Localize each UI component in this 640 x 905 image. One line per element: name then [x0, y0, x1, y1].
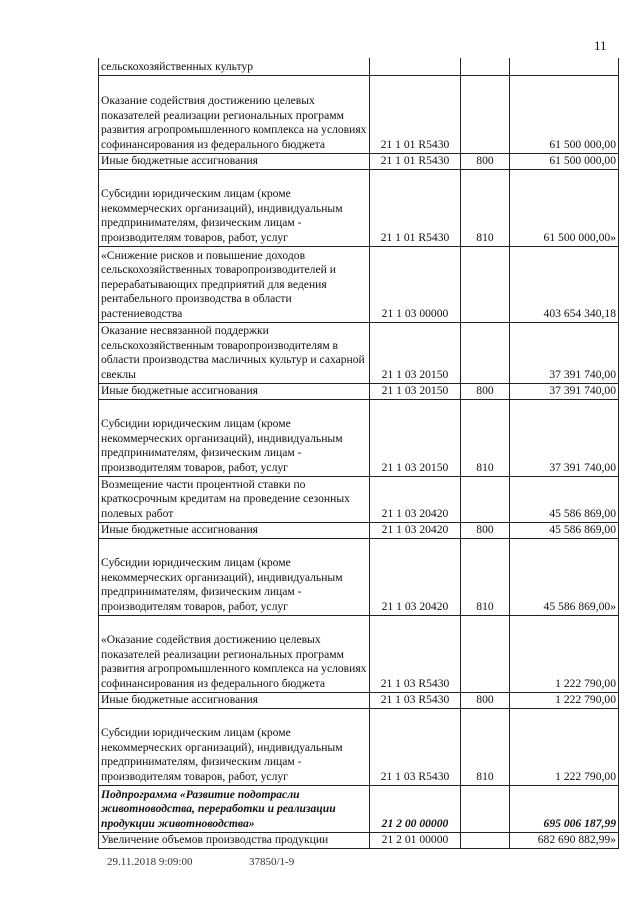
row-code: 21 1 03 R5430 [370, 692, 461, 708]
row-amount [510, 58, 619, 75]
row-type: 810 [461, 538, 510, 615]
row-type: 810 [461, 169, 510, 246]
table-row [99, 169, 619, 246]
table-row [99, 383, 619, 399]
row-amount: 61 500 000,00 [510, 75, 619, 153]
table-row [99, 538, 619, 615]
row-code: 21 1 01 R5430 [370, 153, 461, 169]
row-code: 21 1 01 R5430 [370, 169, 461, 246]
row-amount: 1 222 790,00 [510, 615, 619, 692]
row-name: Иные бюджетные ассигнования [99, 692, 370, 708]
row-amount: 61 500 000,00» [510, 169, 619, 246]
row-name: Иные бюджетные ассигнования [99, 383, 370, 399]
row-name: «Снижение рисков и повышение доходов сельскохозяйственных товаропроизводителей и перерабатывающих предприятий для ведения рентабельного производства в области растениеводства [99, 246, 370, 322]
row-amount: 45 586 869,00» [510, 538, 619, 615]
table-row [99, 615, 619, 692]
row-name: Оказание содействия достижению целевых показателей реализации региональных программ развития агропромышленного комплекса на условиях софинансирования из федерального бюджета [99, 75, 370, 153]
row-name: Субсидии юридическим лицам (кроме некоммерческих организаций), индивидуальным предпринимателям, физическим лицам - производителям товаров, работ, услуг [99, 708, 370, 785]
row-name: Субсидии юридическим лицам (кроме некоммерческих организаций), индивидуальным предпринимателям, физическим лицам - производителям товаров, работ, услуг [99, 169, 370, 246]
table-row [99, 322, 619, 383]
row-type: 800 [461, 522, 510, 538]
row-name: Субсидии юридическим лицам (кроме некоммерческих организаций), индивидуальным предпринимателям, физическим лицам - производителям товаров, работ, услуг [99, 399, 370, 476]
row-type: 800 [461, 383, 510, 399]
row-code: 21 1 03 00000 [370, 246, 461, 322]
table-row [99, 708, 619, 785]
row-amount: 37 391 740,00 [510, 399, 619, 476]
row-name: Иные бюджетные ассигнования [99, 153, 370, 169]
row-amount: 45 586 869,00 [510, 476, 619, 522]
row-type: 810 [461, 399, 510, 476]
row-code: 21 1 03 20150 [370, 383, 461, 399]
row-code: 21 1 03 R5430 [370, 708, 461, 785]
row-amount: 61 500 000,00 [510, 153, 619, 169]
table-row [99, 692, 619, 708]
row-code: 21 1 03 20150 [370, 322, 461, 383]
row-code: 21 1 03 20150 [370, 399, 461, 476]
table-row [99, 58, 619, 75]
row-name: Возмещение части процентной ставки по краткосрочным кредитам на проведение сезонных полевых работ [99, 476, 370, 522]
row-amount: 695 006 187,99 [510, 785, 619, 832]
row-name: Субсидии юридическим лицам (кроме некоммерческих организаций), индивидуальным предпринимателям, физическим лицам - производителям товаров, работ, услуг [99, 538, 370, 615]
row-code: 21 1 03 20420 [370, 538, 461, 615]
row-type: 800 [461, 153, 510, 169]
row-type [461, 322, 510, 383]
row-amount: 37 391 740,00 [510, 322, 619, 383]
row-name: «Оказание содействия достижению целевых показателей реализации региональных программ развития агропромышленного комплекса на условиях софинансирования из федерального бюджета [99, 615, 370, 692]
row-type: 800 [461, 692, 510, 708]
row-amount: 403 654 340,18 [510, 246, 619, 322]
table-row [99, 399, 619, 476]
row-amount: 37 391 740,00 [510, 383, 619, 399]
row-code: 21 1 03 20420 [370, 522, 461, 538]
table-row [99, 476, 619, 522]
table-row [99, 75, 619, 153]
row-name: Увеличение объемов производства продукции [99, 832, 370, 848]
row-code: 21 1 01 R5430 [370, 75, 461, 153]
row-type [461, 75, 510, 153]
row-code: 21 1 03 R5430 [370, 615, 461, 692]
row-type [461, 832, 510, 848]
row-amount: 45 586 869,00 [510, 522, 619, 538]
row-amount: 1 222 790,00 [510, 692, 619, 708]
row-type [461, 58, 510, 75]
row-code: 21 2 01 00000 [370, 832, 461, 848]
row-name: Оказание несвязанной поддержки сельскохозяйственным товаропроизводителям в области производства масличных культур и сахарной свеклы [99, 322, 370, 383]
table-row [99, 832, 619, 848]
row-amount: 1 222 790,00 [510, 708, 619, 785]
table-row [99, 246, 619, 322]
row-type: 810 [461, 708, 510, 785]
row-code: 21 2 00 00000 [370, 785, 461, 832]
footer-date: 29.11.2018 9:09:00 [107, 856, 193, 868]
row-type [461, 246, 510, 322]
table-row [99, 153, 619, 169]
footer-doc-id: 37850/1-9 [249, 856, 295, 868]
table-row [99, 522, 619, 538]
table-row [99, 785, 619, 832]
row-code [370, 58, 461, 75]
row-amount: 682 690 882,99» [510, 832, 619, 848]
row-name: Иные бюджетные ассигнования [99, 522, 370, 538]
subprogram-name: Подпрограмма «Развитие подотрасли животноводства, переработки и реализации продукции животноводства» [99, 785, 370, 832]
row-type [461, 476, 510, 522]
row-code: 21 1 03 20420 [370, 476, 461, 522]
budget-table [98, 58, 619, 849]
row-name: сельскохозяйственных культур [99, 58, 370, 75]
row-type [461, 785, 510, 832]
page-number: 11 [594, 38, 607, 53]
row-type [461, 615, 510, 692]
